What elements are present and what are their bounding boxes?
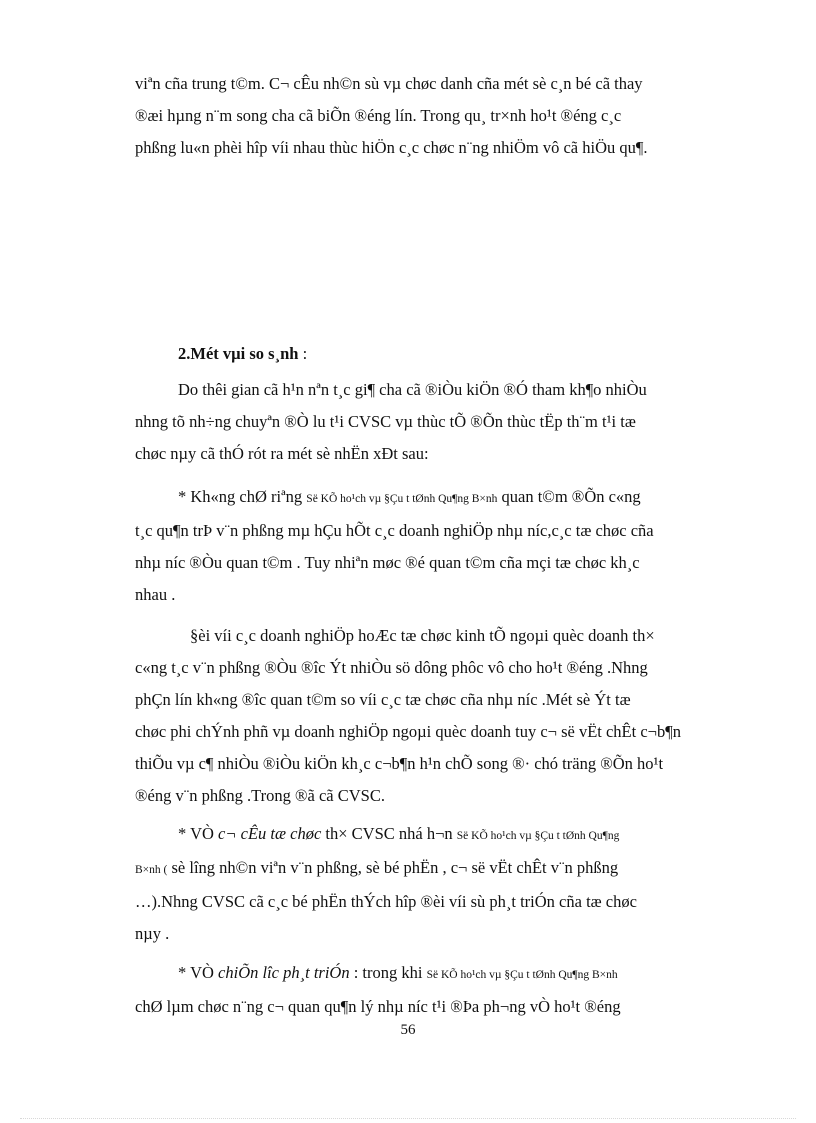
text-line: [135, 957, 755, 991]
text-line: nµy .: [135, 924, 170, 943]
intro-paragraph: [135, 68, 755, 164]
text-run-small: Së KÕ ho¹ch vµ §Çu t tØnh Qu¶ng: [456, 830, 620, 842]
paragraph-1: [135, 374, 755, 470]
text-line: t¸c qu¶n trÞ v¨n phßng mµ hÇu hÕt c¸c doanh nghiÖp nhµ níc,c¸c tæ chøc cña: [135, 521, 654, 540]
text-run-small: Së KÕ ho¹ch vµ §Çu t tØnh Qu¶ng B×nh: [306, 493, 498, 505]
text-line: §èi víi c¸c doanh nghiÖp hoÆc tæ chøc kinh tÕ ngoµi quèc doanh th×: [190, 626, 655, 645]
text-line: phßng lu«n phèi hîp víi nhau thùc hiÖn c¸c chøc n¨ng nhiÖm vô cã hiÖu qu¶.: [135, 138, 648, 157]
text-line: ®æi hµng n¨m song cha cã biÕn ®éng lín. Trong qu¸ tr×nh ho¹t ®éng c¸c: [135, 106, 622, 125]
text-line: Do thêi gian cã h¹n nªn t¸c gi¶ cha cã ®iÒu kiÖn ®Ó tham kh¶o nhiÒu: [178, 380, 647, 399]
text-run: quan t©m ®Õn c«ng: [497, 487, 641, 506]
text-run-small: B×nh (: [135, 864, 168, 876]
text-line: nhng tõ nh÷ng chuyªn ®Ò lu t¹i CVSC vµ thùc tÕ ®Õn thùc tËp th¨m t¹i tæ: [135, 412, 636, 431]
text-line: chøc phi chÝnh phñ vµ doanh nghiÖp ngoµi quèc doanh tuy c¬ së vËt chÊt c¬b¶n: [135, 722, 681, 741]
footer-divider: [20, 1118, 796, 1119]
section-heading-text: 2.Mét vµi so s¸nh: [178, 344, 299, 363]
text-line: ®éng v¨n phßng .Trong ®ã cã CVSC.: [135, 786, 385, 805]
text-line: …).Nhng CVSC cã c¸c bé phËn thÝch hîp ®èi víi sù ph¸t triÓn cña tæ chøc: [135, 892, 637, 911]
text-line: nhµ níc ®Òu quan t©m . Tuy nhiªn møc ®é quan t©m cña mçi tæ chøc kh¸c: [135, 553, 640, 572]
section-heading: [178, 338, 307, 370]
text-line: thiÕu vµ c¶ nhiÒu ®iÒu kiÖn kh¸c c¬b¶n h¹n chÕ song ®· chó träng ®Õn ho¹t: [135, 754, 664, 773]
text-run: th× CVSC nhá h¬n: [321, 824, 457, 843]
paragraph-4: [135, 818, 755, 950]
text-line: c«ng t¸c v¨n phßng ®Òu ®îc Ýt nhiÒu sö dông phôc vô cho ho¹t ®éng .Nhng: [135, 658, 648, 677]
text-run: sè lîng nh©n viªn v¨n phßng, sè bé phËn , c¬ së vËt chÊt v¨n phßng: [167, 858, 619, 877]
text-run: * VÒ: [178, 824, 219, 843]
text-line: chøc nµy cã thÓ rót ra mét sè nhËn xÐt sau:: [135, 444, 429, 463]
text-run-small: Së KÕ ho¹ch vµ §Çu t tØnh Qu¶ng B×nh: [426, 969, 618, 981]
paragraph-3: [135, 620, 755, 812]
text-run: : trong khi: [349, 963, 427, 982]
section-heading-colon: :: [298, 344, 308, 363]
text-line: phÇn lín kh«ng ®îc quan t©m so víi c¸c tæ chøc cña nhµ níc .Mét sè Ýt tæ: [135, 690, 631, 709]
text-line: chØ lµm chøc n¨ng c¬ quan qu¶n lý nhµ níc t¹i ®Þa ph¬ng vÒ ho¹t ®éng: [135, 997, 621, 1016]
text-line: viªn cña trung t©m. C¬ cÊu nh©n sù vµ chøc danh cña mét sè c¸n bé cã thay: [135, 74, 643, 93]
text-line: nhau .: [135, 585, 176, 604]
paragraph-2: [135, 481, 755, 611]
text-run-italic: c¬ cÊu tæ chøc: [218, 824, 322, 843]
text-line: [135, 852, 755, 886]
text-run: * VÒ: [178, 963, 219, 982]
page-number: 56: [400, 1022, 416, 1038]
text-line: [135, 818, 755, 852]
paragraph-5: [135, 957, 755, 1023]
text-run-italic: chiÕn lîc ph¸t triÓn: [218, 963, 350, 982]
text-run: * Kh«ng chØ riªng: [178, 487, 303, 506]
text-line: [135, 481, 755, 515]
